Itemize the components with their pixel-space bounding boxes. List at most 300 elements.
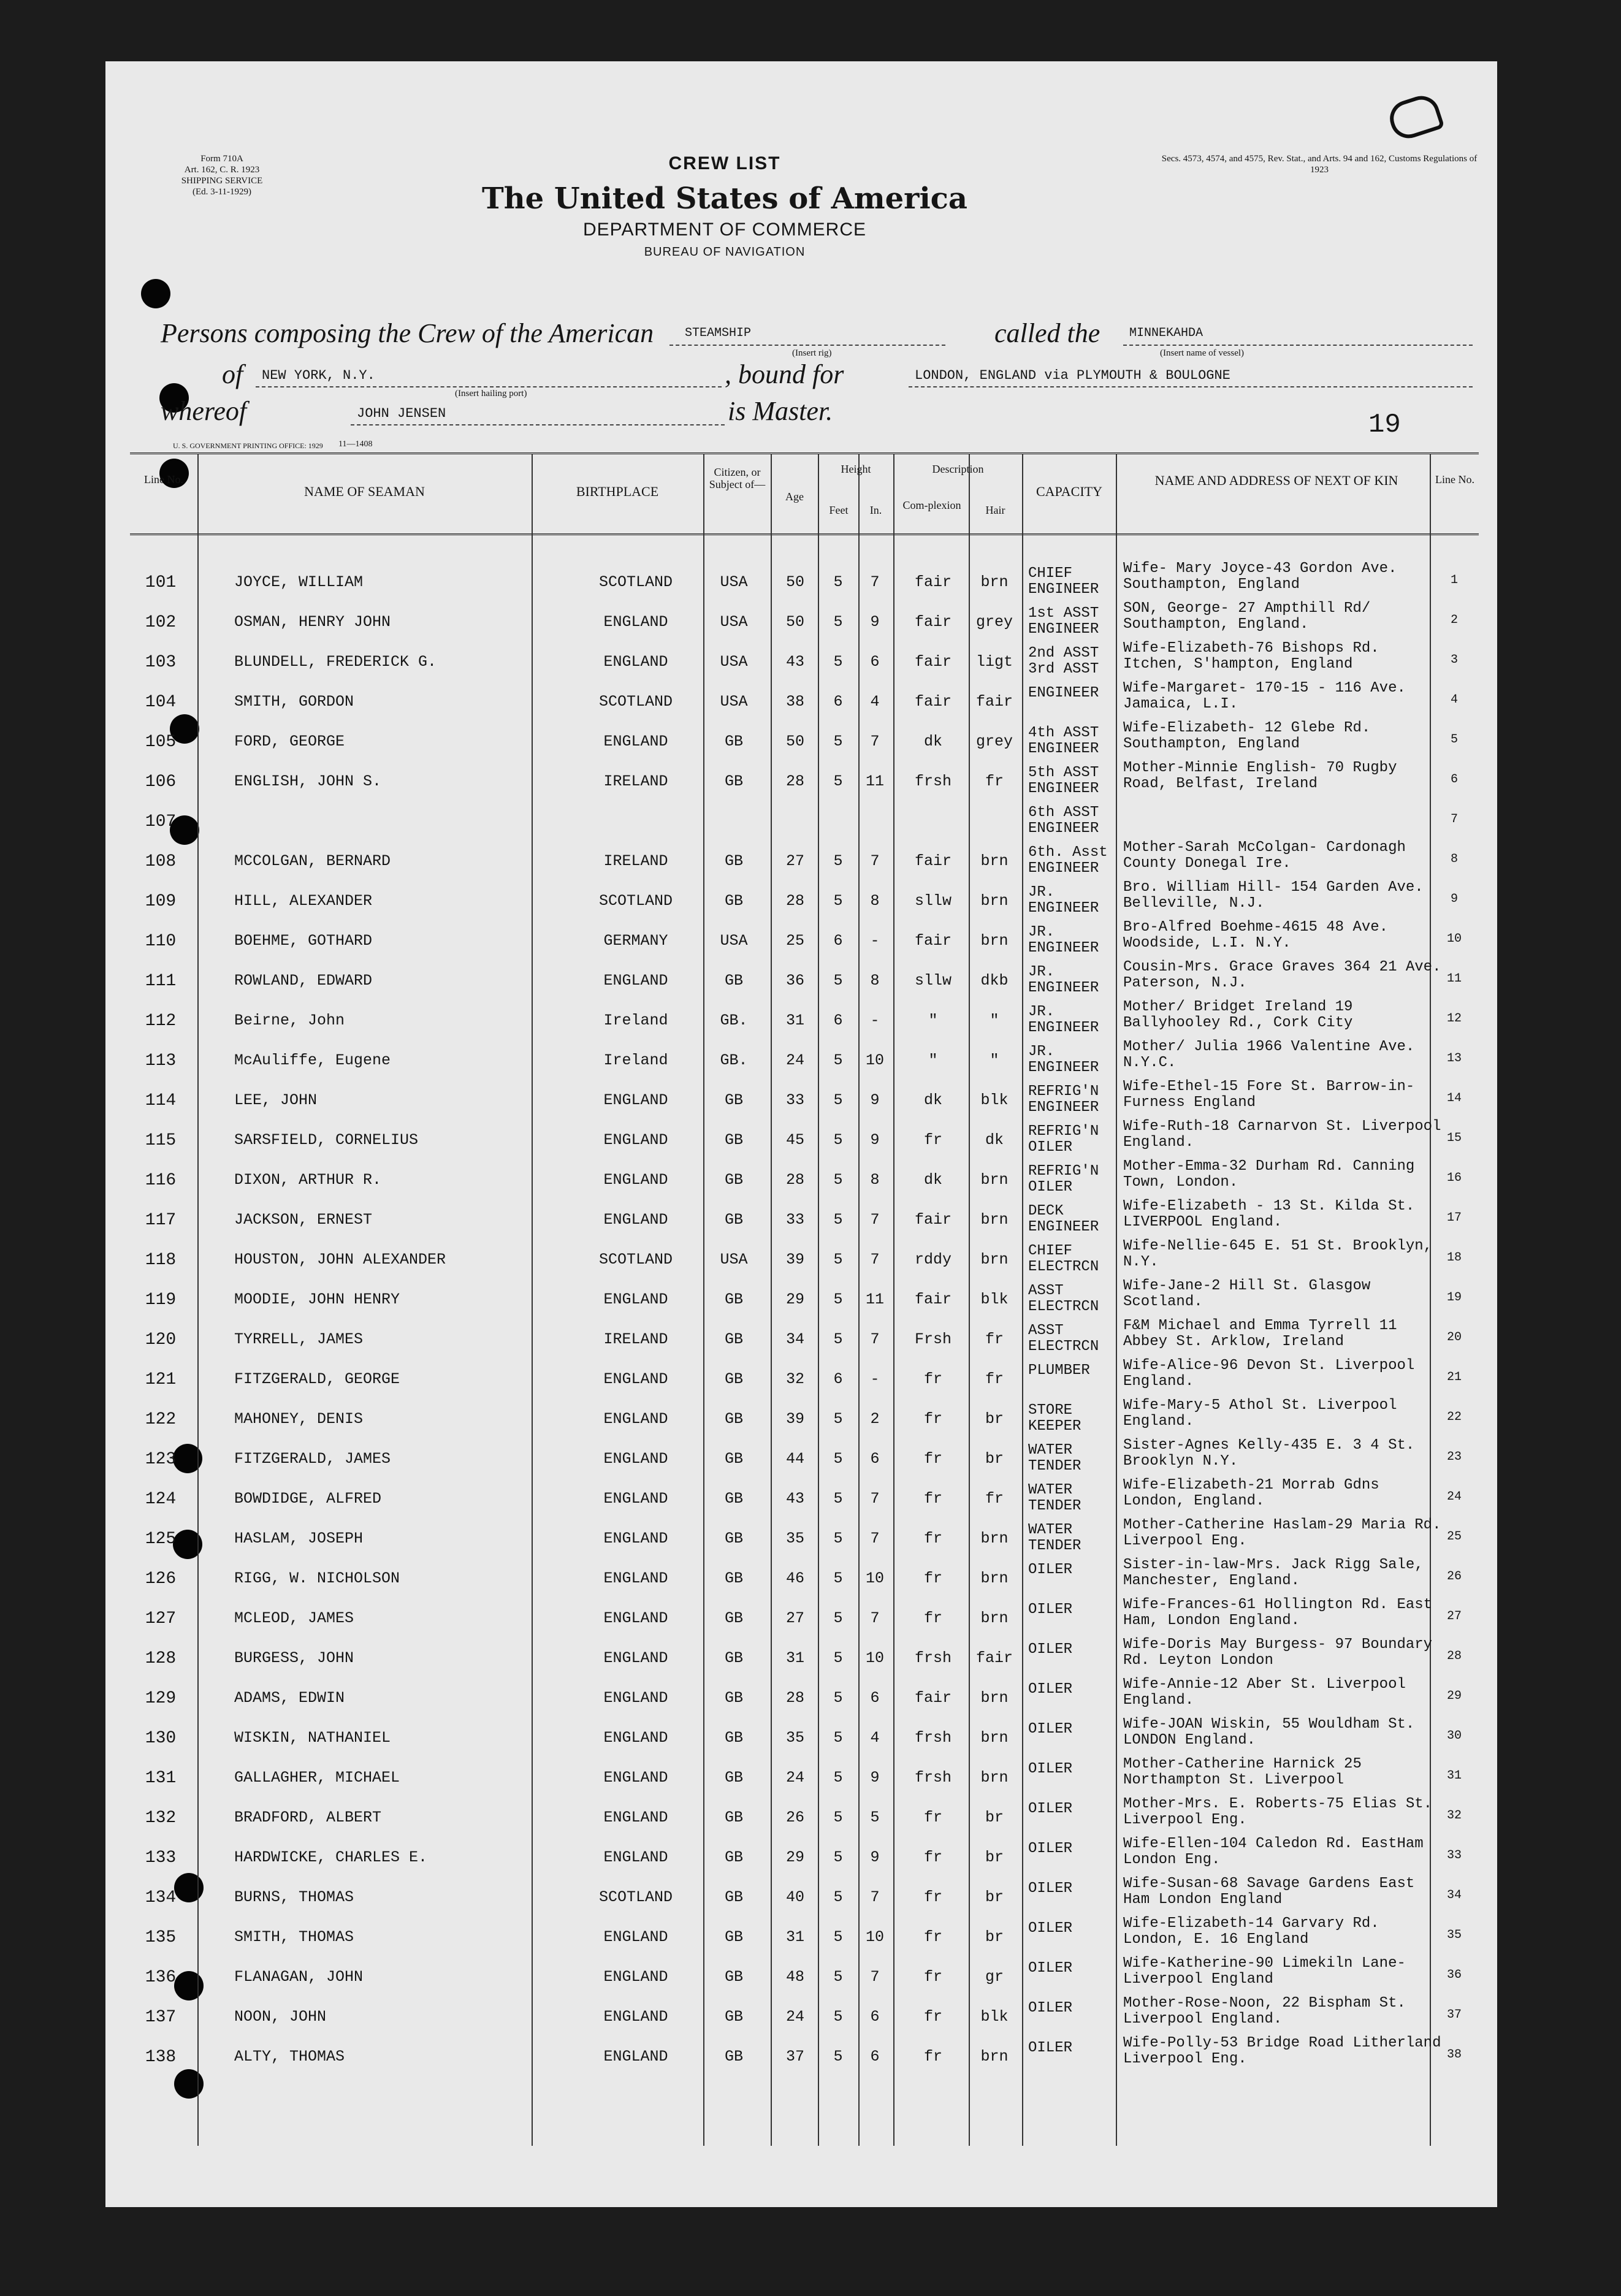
printing-office: U. S. GOVERNMENT PRINTING OFFICE: 1929 xyxy=(173,441,323,450)
statute-reference: Secs. 4573, 4574, and 4575, Rev. Stat., and Arts. 94 and 162, Customs Regulations of 1923 xyxy=(1161,154,1478,175)
line-number-right: 5 xyxy=(1450,733,1458,747)
complexion: fair xyxy=(914,932,952,950)
line-number-right: 32 xyxy=(1446,1809,1462,1823)
complexion: frsh xyxy=(914,772,952,790)
height-feet: 5 xyxy=(833,733,843,750)
line-number: 111 xyxy=(145,972,177,991)
birthplace: Ireland xyxy=(603,1051,668,1069)
line-number: 122 xyxy=(145,1410,177,1429)
line-number-right: 15 xyxy=(1446,1131,1462,1145)
complexion: Frsh xyxy=(914,1330,952,1348)
next-of-kin: Wife-Elizabeth - 13 St. Kilda St. LIVERPOOL England. xyxy=(1123,1198,1415,1230)
hair-color: blk xyxy=(980,1091,1009,1109)
line-number-right: 21 xyxy=(1446,1370,1462,1384)
next-of-kin: Mother-Sarah McColgan- Cardonagh County Donegal Ire. xyxy=(1123,839,1406,872)
citizenship: GB xyxy=(724,1769,743,1787)
next-of-kin: Wife-Frances-61 Hollington Rd. East Ham, London England. xyxy=(1123,1596,1433,1629)
birthplace: ENGLAND xyxy=(603,733,668,750)
citizenship: GB xyxy=(724,1530,743,1547)
birthplace: ENGLAND xyxy=(603,1211,668,1229)
line-number: 135 xyxy=(145,1928,177,1947)
line-number-right: 35 xyxy=(1446,1928,1462,1942)
seaman-name: MCCOLGAN, BERNARD xyxy=(234,852,391,870)
birthplace: IRELAND xyxy=(603,852,668,870)
citizenship: GB xyxy=(724,1888,743,1906)
seaman-name: BURGESS, JOHN xyxy=(234,1649,354,1667)
citizenship: GB xyxy=(724,2008,743,2026)
line-number-right: 30 xyxy=(1446,1729,1462,1743)
line-number-right: 31 xyxy=(1446,1769,1462,1783)
height-feet: 6 xyxy=(833,1370,843,1388)
hair-color: brn xyxy=(980,1251,1009,1268)
complexion: fair xyxy=(914,653,952,671)
hair-color: dkb xyxy=(980,972,1009,990)
age: 43 xyxy=(785,653,804,671)
capacity: CHIEF ELECTRCN xyxy=(1028,1243,1099,1275)
line-number: 137 xyxy=(145,2008,177,2027)
line-number: 121 xyxy=(145,1370,177,1389)
next-of-kin: F&M Michael and Emma Tyrrell 11 Abbey St. Arklow, Ireland xyxy=(1123,1318,1397,1350)
hair-color: grey xyxy=(975,613,1013,631)
hair-color: brn xyxy=(980,1609,1009,1627)
height-inches: 7 xyxy=(870,852,880,870)
line-number-right: 28 xyxy=(1446,1649,1462,1663)
hair-color: " xyxy=(990,1051,999,1069)
line-number: 127 xyxy=(145,1609,177,1628)
height-inches: 6 xyxy=(870,2048,880,2065)
seaman-name: BURNS, THOMAS xyxy=(234,1888,354,1906)
next-of-kin: Wife-Elizabeth- 12 Glebe Rd. Southampton, England xyxy=(1123,720,1371,752)
line-number-right: 36 xyxy=(1446,1968,1462,1982)
line-number: 115 xyxy=(145,1131,177,1150)
height-feet: 5 xyxy=(833,1769,843,1787)
seaman-name: DIXON, ARTHUR R. xyxy=(234,1171,382,1189)
birthplace: ENGLAND xyxy=(603,1091,668,1109)
height-inches: 7 xyxy=(870,1251,880,1268)
age: 27 xyxy=(785,1609,804,1627)
age: 29 xyxy=(785,1291,804,1308)
line-number-right: 23 xyxy=(1446,1450,1462,1464)
age: 44 xyxy=(785,1450,804,1468)
height-feet: 5 xyxy=(833,1928,843,1946)
complexion: fr xyxy=(923,1370,942,1388)
form-identifier xyxy=(136,153,308,197)
capacity: REFRIG'N ENGINEER xyxy=(1028,1083,1099,1116)
birthplace: ENGLAND xyxy=(603,1171,668,1189)
height-inches: - xyxy=(870,1370,880,1388)
seaman-name: BOEHME, GOTHARD xyxy=(234,932,373,950)
hair-color: brn xyxy=(980,852,1009,870)
header-birthplace: BIRTHPLACE xyxy=(576,484,659,499)
complexion: fr xyxy=(923,2008,942,2026)
citizenship: GB xyxy=(724,852,743,870)
header-inches: In. xyxy=(869,504,882,516)
header-next-of-kin: NAME AND ADDRESS OF NEXT OF KIN xyxy=(1154,473,1398,488)
age: 50 xyxy=(785,733,804,750)
height-feet: 5 xyxy=(833,1888,843,1906)
seaman-name: JOYCE, WILLIAM xyxy=(234,573,364,591)
age: 28 xyxy=(785,1171,804,1189)
next-of-kin: Wife-Elizabeth-21 Morrab Gdns London, England. xyxy=(1123,1477,1379,1509)
seaman-name: FITZGERALD, GEORGE xyxy=(234,1370,400,1388)
next-of-kin: Wife-Nellie-645 E. 51 St. Brooklyn, N.Y. xyxy=(1123,1238,1433,1270)
birthplace: ENGLAND xyxy=(603,1848,668,1866)
country-title: The United States of America xyxy=(481,181,968,216)
seaman-name: JACKSON, ERNEST xyxy=(234,1211,373,1229)
citizenship: GB xyxy=(724,1291,743,1308)
seaman-name: ENGLISH, JOHN S. xyxy=(234,772,382,790)
line-number: 129 xyxy=(145,1689,177,1708)
header-complexion: Com-plexion xyxy=(902,499,961,511)
citizenship: GB xyxy=(724,1171,743,1189)
age: 31 xyxy=(785,1012,804,1029)
next-of-kin: Wife-JOAN Wiskin, 55 Wouldham St. LONDON England. xyxy=(1123,1716,1415,1749)
citizenship: GB xyxy=(724,1809,743,1826)
complexion: " xyxy=(928,1012,938,1029)
seaman-name: OSMAN, HENRY JOHN xyxy=(234,613,391,631)
age: 35 xyxy=(785,1530,804,1547)
complexion: fr xyxy=(923,1131,942,1149)
next-of-kin: Wife- Mary Joyce-43 Gordon Ave. Southampton, England xyxy=(1123,560,1397,593)
line-number: 130 xyxy=(145,1729,177,1748)
line-number: 105 xyxy=(145,733,177,752)
complexion: dk xyxy=(923,1091,942,1109)
age: 39 xyxy=(785,1251,804,1268)
line-number: 131 xyxy=(145,1769,177,1788)
line-number: 114 xyxy=(145,1091,177,1110)
seaman-name: ALTY, THOMAS xyxy=(234,2048,345,2065)
seaman-name: FLANAGAN, JOHN xyxy=(234,1968,364,1986)
seaman-name: TYRRELL, JAMES xyxy=(234,1330,364,1348)
height-feet: 5 xyxy=(833,1410,843,1428)
line-number-right: 17 xyxy=(1446,1211,1462,1225)
citizenship: USA xyxy=(720,693,748,711)
height-inches: 2 xyxy=(870,1410,880,1428)
line-number-right: 14 xyxy=(1446,1091,1462,1105)
port-underline xyxy=(256,386,722,387)
height-feet: 5 xyxy=(833,1251,843,1268)
height-inches: 7 xyxy=(870,1211,880,1229)
capacity: JR. ENGINEER xyxy=(1028,964,1099,996)
department-name: DEPARTMENT OF COMMERCE xyxy=(582,219,867,240)
capacity: OILER xyxy=(1028,1721,1073,1737)
hair-color: brn xyxy=(980,2048,1009,2065)
height-feet: 5 xyxy=(833,2008,843,2026)
height-feet: 5 xyxy=(833,1091,843,1109)
citizenship: GB. xyxy=(720,1051,748,1069)
citizenship: GB xyxy=(724,1689,743,1707)
next-of-kin: Wife-Alice-96 Devon St. Liverpool England. xyxy=(1123,1357,1415,1390)
height-feet: 5 xyxy=(833,1051,843,1069)
master-name: JOHN JENSEN xyxy=(357,406,446,421)
line-number: 109 xyxy=(145,892,177,911)
capacity: 6th. Asst ENGINEER xyxy=(1028,844,1108,877)
age: 28 xyxy=(785,772,804,790)
age: 24 xyxy=(785,1051,804,1069)
line-number: 107 xyxy=(145,812,177,831)
vessel-line-1-intro: Persons composing the Crew of the American xyxy=(161,318,654,348)
capacity: PLUMBER xyxy=(1028,1362,1090,1379)
height-inches: 7 xyxy=(870,733,880,750)
capacity: JR. ENGINEER xyxy=(1028,924,1099,956)
age: 40 xyxy=(785,1888,804,1906)
birthplace: ENGLAND xyxy=(603,1569,668,1587)
line-number-right: 37 xyxy=(1446,2008,1462,2022)
header-feet: Feet xyxy=(829,504,849,516)
next-of-kin: Mother-Emma-32 Durham Rd. Canning Town, London. xyxy=(1123,1158,1415,1191)
age: 27 xyxy=(785,852,804,870)
header-age: Age xyxy=(785,490,804,503)
age: 31 xyxy=(785,1928,804,1946)
capacity: 2nd ASST 3rd ASST xyxy=(1028,645,1099,677)
citizenship: GB xyxy=(724,1649,743,1667)
capacity: CHIEF ENGINEER xyxy=(1028,565,1099,598)
birthplace: ENGLAND xyxy=(603,1291,668,1308)
height-inches: 6 xyxy=(870,1450,880,1468)
line-number: 113 xyxy=(145,1051,177,1070)
seaman-name: BRADFORD, ALBERT xyxy=(234,1809,382,1826)
seaman-name: BLUNDELL, FREDERICK G. xyxy=(234,653,437,671)
height-feet: 6 xyxy=(833,1012,843,1029)
age: 37 xyxy=(785,2048,804,2065)
height-feet: 5 xyxy=(833,1809,843,1826)
form-edition: (Ed. 3-11-1929) xyxy=(192,187,252,197)
hair-color: " xyxy=(990,1012,999,1029)
birthplace: ENGLAND xyxy=(603,1609,668,1627)
height-inches: 7 xyxy=(870,1968,880,1986)
line-number-right: 1 xyxy=(1450,573,1458,587)
vessel-name-underline xyxy=(1123,345,1473,346)
next-of-kin: Wife-Doris May Burgess- 97 Boundary Rd. Leyton London xyxy=(1123,1636,1433,1669)
line-number: 104 xyxy=(145,693,177,712)
age: 33 xyxy=(785,1211,804,1229)
height-feet: 5 xyxy=(833,1848,843,1866)
birthplace: SCOTLAND xyxy=(598,573,673,591)
height-inches: 10 xyxy=(865,1649,884,1667)
line-number: 103 xyxy=(145,653,177,672)
height-feet: 5 xyxy=(833,1530,843,1547)
age: 35 xyxy=(785,1729,804,1747)
bureau-name: BUREAU OF NAVIGATION xyxy=(644,245,806,259)
table-row xyxy=(105,2035,1497,2086)
height-feet: 5 xyxy=(833,972,843,990)
height-feet: 6 xyxy=(833,932,843,950)
height-inches: 10 xyxy=(865,1569,884,1587)
hair-color: fair xyxy=(975,1649,1013,1667)
height-inches: 9 xyxy=(870,1769,880,1787)
seaman-name: GALLAGHER, MICHAEL xyxy=(234,1769,400,1787)
capacity: OILER xyxy=(1028,1562,1073,1578)
hair-color: fair xyxy=(975,693,1013,711)
age: 28 xyxy=(785,1689,804,1707)
height-feet: 5 xyxy=(833,772,843,790)
line-number: 102 xyxy=(145,613,177,632)
height-feet: 5 xyxy=(833,1291,843,1308)
citizenship: USA xyxy=(720,653,748,671)
birthplace: ENGLAND xyxy=(603,2008,668,2026)
height-feet: 5 xyxy=(833,1211,843,1229)
hair-color: br xyxy=(985,1410,1004,1428)
hair-color: blk xyxy=(980,2008,1009,2026)
capacity: WATER TENDER xyxy=(1028,1442,1081,1474)
vessel-line-2-bound: , bound for xyxy=(725,359,844,389)
complexion: fr xyxy=(923,1410,942,1428)
birthplace: ENGLAND xyxy=(603,1689,668,1707)
next-of-kin: Mother-Catherine Harnick 25 Northampton St. Liverpool xyxy=(1123,1756,1362,1788)
seaman-name: ADAMS, EDWIN xyxy=(234,1689,345,1707)
complexion: fr xyxy=(923,1809,942,1826)
next-of-kin: Bro-Alfred Boehme-4615 48 Ave. Woodside, L.I. N.Y. xyxy=(1123,919,1389,952)
next-of-kin: Mother/ Julia 1966 Valentine Ave. N.Y.C. xyxy=(1123,1039,1415,1071)
line-number-right: 27 xyxy=(1446,1609,1462,1623)
page-number: 19 xyxy=(1368,410,1401,440)
next-of-kin: Wife-Mary-5 Athol St. Liverpool England. xyxy=(1123,1397,1397,1430)
height-inches: 5 xyxy=(870,1809,880,1826)
birthplace: ENGLAND xyxy=(603,1530,668,1547)
next-of-kin: Sister-Agnes Kelly-435 E. 3 4 St. Brooklyn N.Y. xyxy=(1123,1437,1415,1470)
citizenship: GB xyxy=(724,1091,743,1109)
hailing-port: NEW YORK, N.Y. xyxy=(262,368,375,383)
birthplace: ENGLAND xyxy=(603,613,668,631)
line-number-right: 9 xyxy=(1450,892,1458,906)
capacity: WATER TENDER xyxy=(1028,1522,1081,1554)
height-feet: 5 xyxy=(833,1131,843,1149)
capacity: OILER xyxy=(1028,1761,1073,1777)
height-inches: 7 xyxy=(870,573,880,591)
seaman-name: SARSFIELD, CORNELIUS xyxy=(234,1131,419,1149)
hair-color: blk xyxy=(980,1291,1009,1308)
vessel-line-3-master: is Master. xyxy=(728,396,833,426)
line-number: 133 xyxy=(145,1848,177,1867)
line-number: 124 xyxy=(145,1490,177,1509)
hair-color: fr xyxy=(985,1370,1004,1388)
birthplace: Ireland xyxy=(603,1012,668,1029)
birthplace: ENGLAND xyxy=(603,1450,668,1468)
height-feet: 5 xyxy=(833,1490,843,1508)
age: 24 xyxy=(785,2008,804,2026)
birthplace: SCOTLAND xyxy=(598,1251,673,1268)
capacity: OILER xyxy=(1028,1601,1073,1618)
hair-color: brn xyxy=(980,573,1009,591)
height-feet: 5 xyxy=(833,2048,843,2065)
complexion: fr xyxy=(923,1848,942,1866)
complexion: fr xyxy=(923,1928,942,1946)
capacity: OILER xyxy=(1028,1880,1073,1897)
rig-underline xyxy=(669,345,945,346)
age: 46 xyxy=(785,1569,804,1587)
citizenship: GB xyxy=(724,1848,743,1866)
age: 50 xyxy=(785,573,804,591)
next-of-kin: Wife-Susan-68 Savage Gardens East Ham London England xyxy=(1123,1875,1415,1908)
vessel-rig: STEAMSHIP xyxy=(685,326,752,340)
seaman-name: BOWDIDGE, ALFRED xyxy=(234,1490,382,1508)
table-row xyxy=(105,760,1497,810)
capacity: REFRIG'N OILER xyxy=(1028,1163,1099,1196)
height-inches: 8 xyxy=(870,1171,880,1189)
height-feet: 5 xyxy=(833,613,843,631)
citizenship: GB xyxy=(724,1928,743,1946)
line-number-right: 38 xyxy=(1446,2048,1462,2062)
height-feet: 5 xyxy=(833,1649,843,1667)
crew-list-title: CREW LIST xyxy=(668,153,781,174)
age: 24 xyxy=(785,1769,804,1787)
next-of-kin: Wife-Ethel-15 Fore St. Barrow-in-Furness England xyxy=(1123,1078,1415,1111)
form-code: 11—1408 xyxy=(338,440,373,449)
birthplace: GERMANY xyxy=(603,932,668,950)
line-number: 125 xyxy=(145,1530,177,1549)
capacity: OILER xyxy=(1028,1681,1073,1698)
citizenship: GB xyxy=(724,892,743,910)
capacity: STORE KEEPER xyxy=(1028,1402,1081,1435)
citizenship: GB xyxy=(724,1370,743,1388)
header-line-no: Line No. xyxy=(144,473,183,486)
citizenship: USA xyxy=(720,613,748,631)
height-feet: 5 xyxy=(833,1171,843,1189)
birthplace: IRELAND xyxy=(603,1330,668,1348)
capacity: DECK ENGINEER xyxy=(1028,1203,1099,1235)
birthplace: ENGLAND xyxy=(603,1928,668,1946)
complexion: fair xyxy=(914,1689,952,1707)
vessel-line-3-whereof: whereof xyxy=(161,396,247,426)
height-inches: 7 xyxy=(870,1330,880,1348)
line-number: 134 xyxy=(145,1888,177,1907)
complexion: fair xyxy=(914,1291,952,1308)
destination-underline xyxy=(909,386,1473,387)
citizenship: GB. xyxy=(720,1012,748,1029)
citizenship: GB xyxy=(724,972,743,990)
citizenship: USA xyxy=(720,573,748,591)
line-number-right: 10 xyxy=(1446,932,1462,946)
height-inches: 7 xyxy=(870,1530,880,1547)
birthplace: ENGLAND xyxy=(603,653,668,671)
line-number-right: 22 xyxy=(1446,1410,1462,1424)
seaman-name: ROWLAND, EDWARD xyxy=(234,972,373,990)
vessel-name-hint: (Insert name of vessel) xyxy=(1160,348,1245,358)
birthplace: ENGLAND xyxy=(603,1968,668,1986)
citizenship: GB xyxy=(724,772,743,790)
complexion: fair xyxy=(914,573,952,591)
seaman-name: RIGG, W. NICHOLSON xyxy=(234,1569,400,1587)
next-of-kin: Cousin-Mrs. Grace Graves 364 21 Ave. Paterson, N.J. xyxy=(1123,959,1441,991)
capacity: 5th ASST ENGINEER xyxy=(1028,765,1099,797)
height-inches: 7 xyxy=(870,1888,880,1906)
height-inches: 9 xyxy=(870,1131,880,1149)
height-feet: 5 xyxy=(833,1330,843,1348)
birthplace: SCOTLAND xyxy=(598,1888,673,1906)
age: 32 xyxy=(785,1370,804,1388)
capacity: ASST ELECTRCN xyxy=(1028,1322,1099,1355)
seaman-name: NOON, JOHN xyxy=(234,2008,327,2026)
complexion: frsh xyxy=(914,1649,952,1667)
next-of-kin: Wife-Elizabeth-76 Bishops Rd. Itchen, S'hampton, England xyxy=(1123,640,1379,673)
line-number: 110 xyxy=(145,932,177,951)
birthplace: ENGLAND xyxy=(603,1131,668,1149)
line-number-right: 29 xyxy=(1446,1689,1462,1703)
complexion: sllw xyxy=(914,892,952,910)
height-inches: - xyxy=(870,932,880,950)
complexion: dk xyxy=(923,1171,942,1189)
age: 28 xyxy=(785,892,804,910)
line-number: 123 xyxy=(145,1450,177,1469)
height-inches: 6 xyxy=(870,1689,880,1707)
header-capacity: CAPACITY xyxy=(1036,484,1102,499)
seaman-name: HASLAM, JOSEPH xyxy=(234,1530,364,1547)
line-number-right: 12 xyxy=(1446,1012,1462,1026)
height-feet: 5 xyxy=(833,1689,843,1707)
complexion: fr xyxy=(923,1530,942,1547)
height-inches: 4 xyxy=(870,693,880,711)
citizenship: GB xyxy=(724,1729,743,1747)
